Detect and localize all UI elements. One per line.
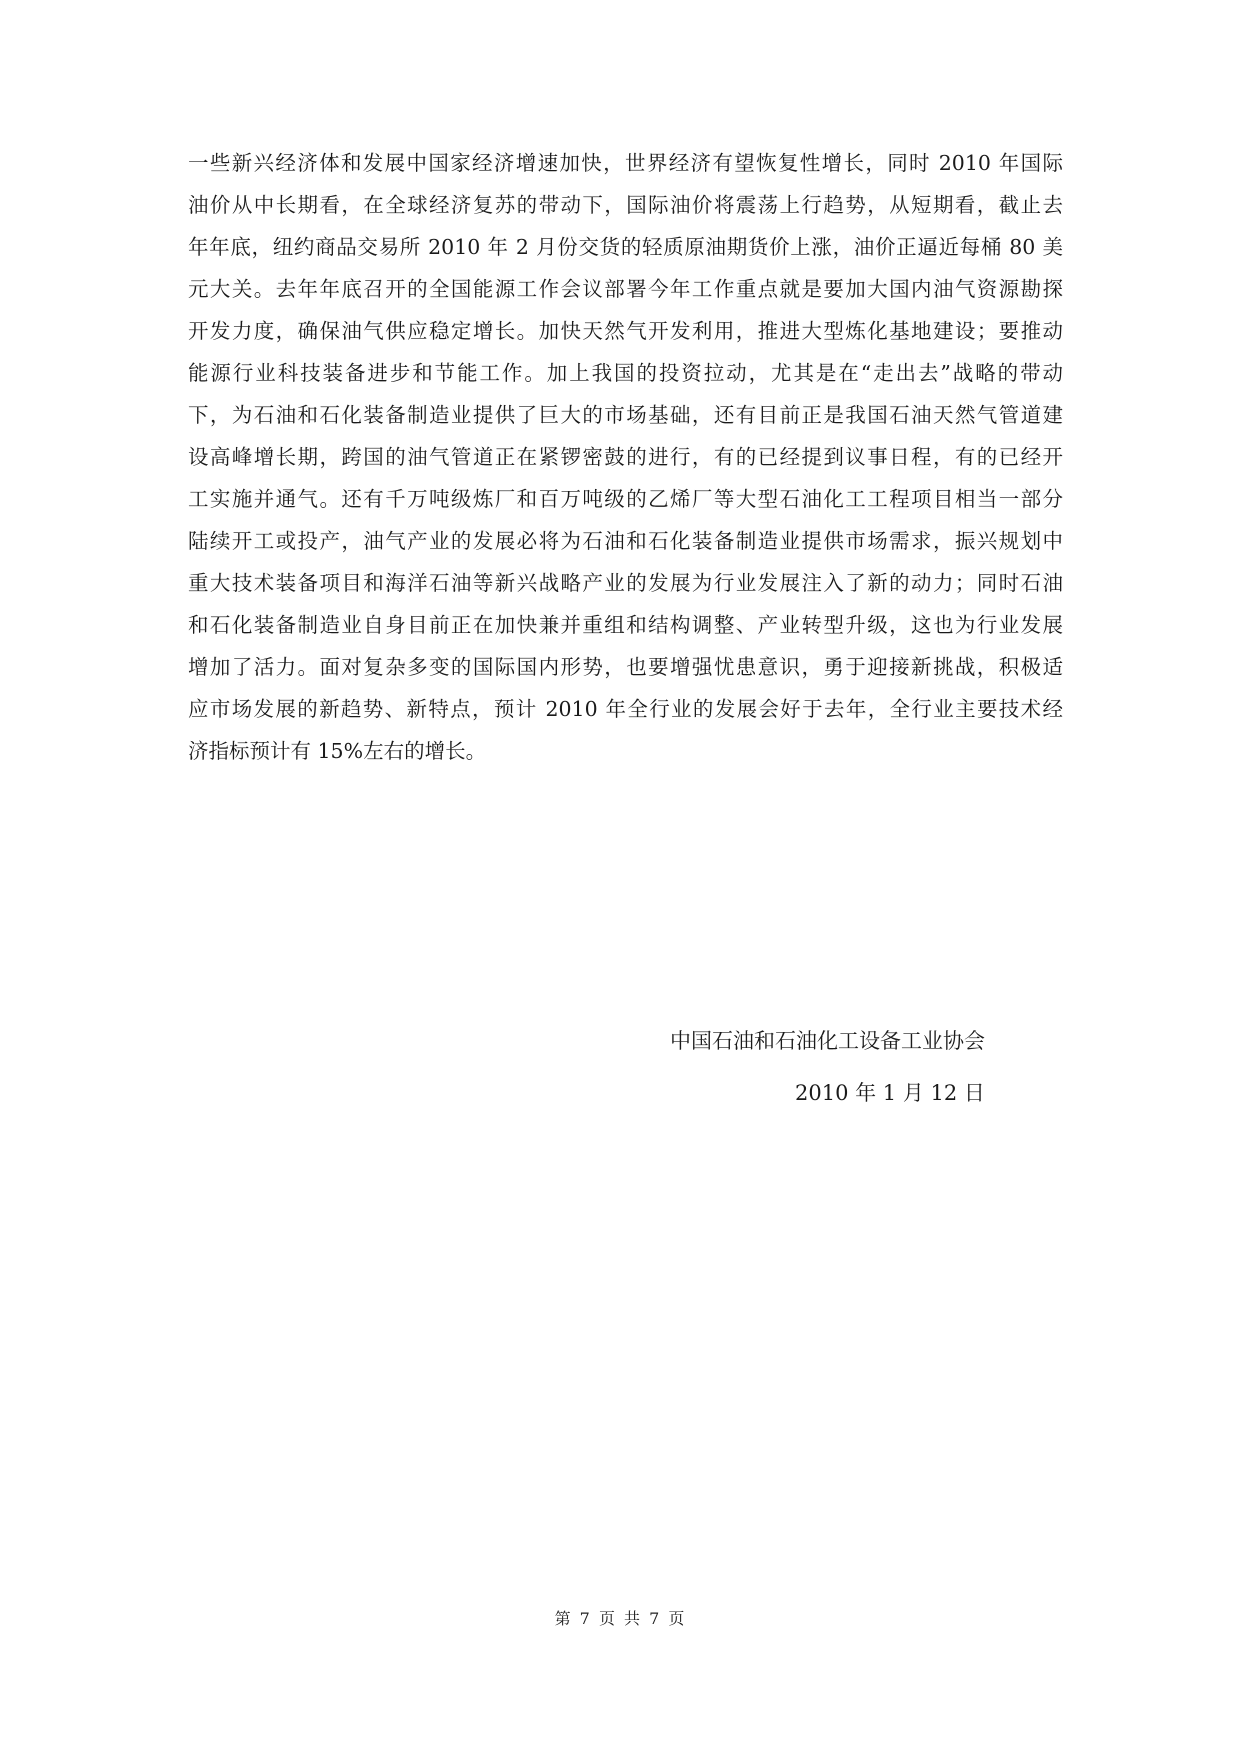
- page-footer: [0, 1607, 1241, 1631]
- paragraph-line: 一些新兴经济体和发展中国家经济增速加快，世界经济有望恢复性增长，同时 2010 年国际: [188, 151, 1063, 175]
- paragraph-line: 应市场发展的新趋势、新特点，预计 2010 年全行业的发展会好于去年，全行业主要技术经: [188, 697, 1063, 721]
- paragraph-line: 下，为石油和石化装备制造业提供了巨大的市场基础，还有目前正是我国石油天然气管道建: [188, 403, 1063, 427]
- paragraph-line: 工实施并通气。还有千万吨级炼厂和百万吨级的乙烯厂等大型石油化工工程项目相当一部分: [188, 487, 1063, 511]
- paragraph-line: 开发力度，确保油气供应稳定增长。加快天然气开发利用，推进大型炼化基地建设；要推动: [188, 319, 1063, 343]
- page-number: 第 7 页 共 7 页: [554, 1609, 687, 1628]
- paragraph-line: 能源行业科技装备进步和节能工作。加上我国的投资拉动，尤其是在“走出去”战略的带动: [188, 361, 1063, 385]
- paragraph-line: 增加了活力。面对复杂多变的国际国内形势，也要增强忧患意识，勇于迎接新挑战，积极适: [188, 655, 1063, 679]
- signature-organization: 中国石油和石油化工设备工业协会: [670, 1029, 985, 1053]
- paragraph-line: 元大关。去年年底召开的全国能源工作会议部署今年工作重点就是要加大国内油气资源勘探: [188, 277, 1063, 301]
- paragraph-line: 陆续开工或投产，油气产业的发展必将为石油和石化装备制造业提供市场需求，振兴规划中: [188, 529, 1063, 553]
- signature-date: 2010 年 1 月 12 日: [795, 1081, 985, 1105]
- paragraph-line: 油价从中长期看，在全球经济复苏的带动下，国际油价将震荡上行趋势，从短期看，截止去: [188, 193, 1063, 217]
- paragraph-line: 重大技术装备项目和海洋石油等新兴战略产业的发展为行业发展注入了新的动力；同时石油: [188, 571, 1063, 595]
- paragraph-line: 年年底，纽约商品交易所 2010 年 2 月份交货的轻质原油期货价上涨，油价正逼近每桶 80 美: [188, 235, 1063, 259]
- paragraph-line: 济指标预计有 15%左右的增长。: [188, 739, 487, 763]
- paragraph-line: 设高峰增长期，跨国的油气管道正在紧锣密鼓的进行，有的已经提到议事日程，有的已经开: [188, 445, 1063, 469]
- paragraph-line: 和石化装备制造业自身目前正在加快兼并重组和结构调整、产业转型升级，这也为行业发展: [188, 613, 1063, 637]
- body-paragraph: [188, 142, 1063, 772]
